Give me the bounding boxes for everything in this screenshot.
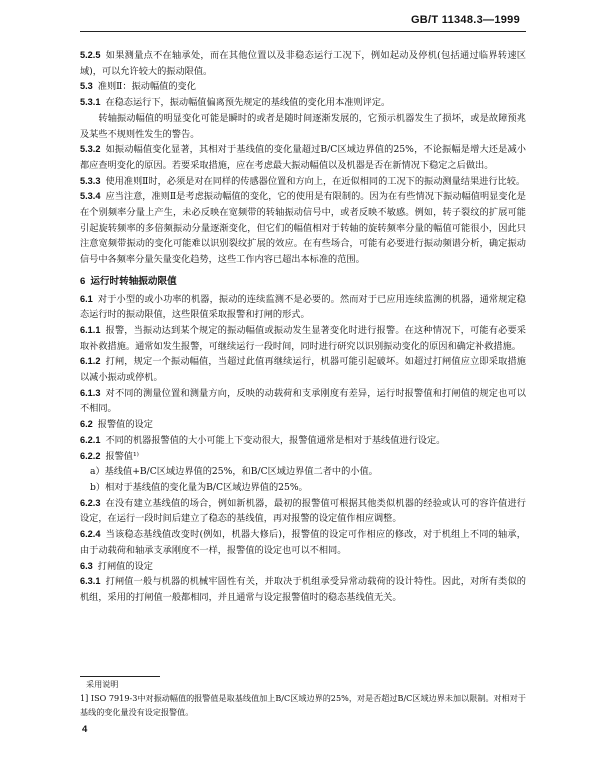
paragraph-text: 使用准则Ⅱ时，必须是对在同样的传感器位置和方向上，在近似相同的工况下的振动测量结果进行比较。 [105,175,526,187]
paragraph-text: b）相对于基线值的变化量为B/C区域边界值的25%。 [90,481,308,493]
paragraph [80,189,526,268]
paragraph-text: 对于小型的或小功率的机器，振动的连续监测不是必要的。然而对于已应用连续监测的机器，通常规定稳态运行时的振动限值，这些限值采取报警和打闸的形式。 [80,293,526,321]
paragraph [80,111,526,142]
paragraph [80,496,526,527]
footnote-title: 采用说明 [86,679,119,689]
document-body [80,48,526,606]
paragraph [80,292,526,323]
clause-number: 6.1.1 [80,324,101,335]
paragraph-text: 当该稳态基线值改变时(例如，机器大修后)，报警值的设定可作相应的修改，对于机组上不同的轴承，由于动载荷和轴承支承刚度不一样，报警值的设定也可以不相同。 [80,529,526,556]
paragraph-text: 转轴振动幅值的明显变化可能是瞬时的或者是随时间逐渐发展的，它预示机器发生了损坏，或是故障预兆及某些不规则性发生的警告。 [80,112,526,140]
paragraph-text: 打闸值的设定 [97,560,153,572]
paragraph [80,386,526,417]
footnotes [80,676,526,719]
clause-number: 5.3 [80,81,93,92]
clause-number: 5.2.5 [80,50,101,60]
paragraph-text: 如振动幅值变化显著，其相对于基线值的变化量超过B/C区域边界值的25%，不论振幅是增大还是减小都应查明变化的原因。若要采取措施，应在考虑最大振动幅值以及机器是否在新情况下稳定之后做出。 [80,144,526,171]
paragraph [80,48,526,79]
header-rule [80,31,526,32]
list-item [80,464,526,480]
paragraph-text: 运行时转轴振动限值 [90,275,177,287]
clause-number: 6.1 [80,293,93,304]
paragraph [80,79,526,95]
clause-number: 6.3 [80,560,93,571]
paragraph-text: 对不同的测量位置和测量方向，反映的动载荷和支承刚度有差异，运行时报警值和打闸值的规定也可以不相同。 [80,387,526,415]
paragraph-text: 准则Ⅱ：振动幅值的变化 [97,81,196,93]
paragraph [80,174,526,190]
paragraph [80,417,526,433]
paragraph-text: 在稳态运行下，振动幅值偏离预先规定的基线值的变化用本准则评定。 [105,97,391,109]
paragraph-text: 报警，当振动达到某个规定的振动幅值或振动发生显著变化时进行报警。在这种情况下，可能有必要采取补救措施。通常如发生报警，可继续运行一段时间，同时进行研究以识别振动变化的原因和确定补救措施。 [80,324,526,352]
paragraph [80,354,526,385]
footnote-text: 1] ISO 7919-3中对振动幅值的报警值是取基线值加上B/C区域边界的25%，对是否超过B/C区域边界未加以限制。对相对于基线的变化量没有设定报警值。 [80,693,526,717]
clause-number: 5.3.4 [80,191,101,202]
clause-number: 6.3.1 [80,576,101,587]
clause-number: 5.3.2 [80,144,101,155]
paragraph [80,527,526,558]
paragraph [80,95,526,111]
clause-number: 6.2.2 [80,450,101,461]
paragraph [80,574,526,605]
clause-number: 6.2.1 [80,434,101,445]
paragraph-text: 打闸，规定一个振动幅值，当超过此值再继续运行，机器可能引起破坏。如超过打闸值应立即采取措施以减小振动或停机。 [80,356,526,384]
clause-number: 6.1.3 [80,387,101,398]
paragraph-text: 报警值的设定 [97,419,153,431]
paragraph [80,559,526,575]
paragraph [80,142,526,173]
paragraph [80,433,526,449]
clause-number: 6.2 [80,419,93,430]
clause-number: 6 [80,275,86,287]
list-item [80,480,526,496]
clause-number: 6.1.2 [80,356,101,367]
paragraph-text: 应当注意，准则Ⅱ是考虑振动幅值的变化，它的使用是有限制的。因为在有些情况下振动幅值明显变化是在个别频率分量上产生，未必反映在宽频带的转轴振动信号中，或者反映不敏感。例如，转子裂纹的扩展可能引起旋转频率的多倍频振动分量逐渐变化，但它们的幅值相对于转轴的旋转频率分量的幅值可能很小，因此只注意宽频带振动的变化可能难以识别裂纹扩展的效应。在有些场合，可能有必要进行振动频谱分析，确定振动信号中各频率分量矢量变化趋势，这些工作内容已超出本标准的范围。 [80,191,526,266]
paragraph [80,449,526,465]
paragraph-text: 打闸值一般与机器的机械牢固性有关，并取决于机组承受异常动载荷的设计特性。因此，对所有类似的机组，采用的打闸值一般都相同，并且通常与设定报警值时的稳态基线值无关。 [80,576,526,603]
section-heading [80,274,526,290]
paragraph [80,323,526,354]
clause-number: 6.2.3 [80,497,101,508]
paragraph-text: a）基线值+B/C区域边界值的25%，和B/C区域边界值二者中的小值。 [90,466,378,478]
paragraph-text: 在没有建立基线值的场合，例如新机器，最初的报警值可根据其他类似机器的经验或认可的容许值进行设定，在运行一段时间后建立了稳态的基线值，再对报警的设定值作相应调整。 [80,497,526,525]
paragraph-text: 如果测量点不在轴承处，而在其他位置以及非稳态运行工况下，例如起动及停机(包括通过临界转速区域)，可以允许较大的振动限值。 [80,50,526,77]
clause-number: 5.3.3 [80,175,101,186]
paragraph-text: 报警值¹⁾ [105,450,139,462]
clause-number: 5.3.1 [80,97,101,108]
page-number: 4 [82,724,88,735]
standard-code-header: GB/T 11348.3—1999 [410,14,520,26]
clause-number: 6.2.4 [80,529,101,540]
paragraph-text: 不同的机器报警值的大小可能上下变动很大，报警值通常是相对于基线值进行设定。 [105,434,446,446]
